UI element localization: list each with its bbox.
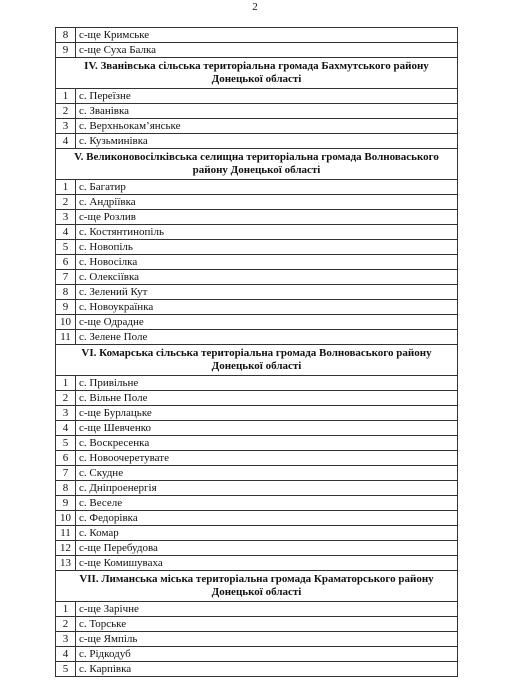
settlement-name: с. Зелений Кут bbox=[76, 285, 458, 300]
settlement-name: с-ще Суха Балка bbox=[76, 43, 458, 58]
settlements-table bbox=[55, 27, 458, 677]
row-number: 11 bbox=[56, 526, 76, 541]
settlement-name: с. Новосілка bbox=[76, 255, 458, 270]
row-number: 8 bbox=[56, 285, 76, 300]
settlement-row bbox=[56, 421, 458, 436]
row-number: 1 bbox=[56, 180, 76, 195]
settlement-name: с-ще Розлив bbox=[76, 210, 458, 225]
settlement-row bbox=[56, 104, 458, 119]
row-number: 5 bbox=[56, 662, 76, 677]
row-number: 3 bbox=[56, 210, 76, 225]
section-title: V. Великоновосілківська селищна територіальна громада Волноваського району Донецької області bbox=[56, 149, 458, 180]
settlement-row bbox=[56, 376, 458, 391]
settlement-name: с. Комар bbox=[76, 526, 458, 541]
settlement-row bbox=[56, 225, 458, 240]
row-number: 5 bbox=[56, 240, 76, 255]
settlement-name: с-ще Шевченко bbox=[76, 421, 458, 436]
row-number: 13 bbox=[56, 556, 76, 571]
row-number: 2 bbox=[56, 391, 76, 406]
row-number: 10 bbox=[56, 315, 76, 330]
section-title: VI. Комарська сільська територіальна громада Волноваського району Донецької області bbox=[56, 345, 458, 376]
row-number: 9 bbox=[56, 43, 76, 58]
settlement-row bbox=[56, 541, 458, 556]
settlement-row bbox=[56, 28, 458, 43]
settlement-row bbox=[56, 43, 458, 58]
settlement-name: с-ще Перебудова bbox=[76, 541, 458, 556]
row-number: 10 bbox=[56, 511, 76, 526]
row-number: 8 bbox=[56, 481, 76, 496]
row-number: 4 bbox=[56, 225, 76, 240]
row-number: 8 bbox=[56, 28, 76, 43]
row-number: 2 bbox=[56, 195, 76, 210]
row-number: 1 bbox=[56, 602, 76, 617]
settlement-name: с. Олексіївка bbox=[76, 270, 458, 285]
settlement-row bbox=[56, 240, 458, 255]
settlement-name: с-ще Комишуваха bbox=[76, 556, 458, 571]
section-title: IV. Званівська сільська територіальна громада Бахмутського району Донецької області bbox=[56, 58, 458, 89]
settlement-name: с. Зелене Поле bbox=[76, 330, 458, 345]
row-number: 4 bbox=[56, 134, 76, 149]
settlement-name: с. Верхньокам’янське bbox=[76, 119, 458, 134]
row-number: 1 bbox=[56, 89, 76, 104]
section-header-row bbox=[56, 58, 458, 89]
settlement-name: с. Рідкодуб bbox=[76, 647, 458, 662]
settlement-name: с. Новоочеретувате bbox=[76, 451, 458, 466]
settlement-row bbox=[56, 436, 458, 451]
row-number: 3 bbox=[56, 632, 76, 647]
row-number: 11 bbox=[56, 330, 76, 345]
settlement-row bbox=[56, 285, 458, 300]
settlement-name: с. Кузьминівка bbox=[76, 134, 458, 149]
settlement-row bbox=[56, 134, 458, 149]
settlement-row bbox=[56, 556, 458, 571]
settlement-row bbox=[56, 617, 458, 632]
settlement-name: с. Федорівка bbox=[76, 511, 458, 526]
settlement-row bbox=[56, 406, 458, 421]
settlement-name: с. Новопіль bbox=[76, 240, 458, 255]
settlement-row bbox=[56, 330, 458, 345]
settlement-name: с. Карпівка bbox=[76, 662, 458, 677]
settlement-row bbox=[56, 315, 458, 330]
settlement-row bbox=[56, 496, 458, 511]
row-number: 7 bbox=[56, 270, 76, 285]
row-number: 9 bbox=[56, 300, 76, 315]
settlement-name: с. Новоукраїнка bbox=[76, 300, 458, 315]
settlement-name: с. Торське bbox=[76, 617, 458, 632]
section-header-row bbox=[56, 345, 458, 376]
settlements-table-body bbox=[56, 28, 458, 677]
settlement-name: с-ще Одрадне bbox=[76, 315, 458, 330]
row-number: 4 bbox=[56, 421, 76, 436]
settlement-row bbox=[56, 255, 458, 270]
row-number: 2 bbox=[56, 104, 76, 119]
settlement-row bbox=[56, 210, 458, 225]
section-header-row bbox=[56, 149, 458, 180]
settlement-row bbox=[56, 602, 458, 617]
settlement-name: с-ще Зарічне bbox=[76, 602, 458, 617]
row-number: 3 bbox=[56, 406, 76, 421]
settlement-name: с-ще Ямпіль bbox=[76, 632, 458, 647]
settlement-row bbox=[56, 391, 458, 406]
settlement-name: с. Багатир bbox=[76, 180, 458, 195]
settlement-name: с. Званівка bbox=[76, 104, 458, 119]
row-number: 9 bbox=[56, 496, 76, 511]
settlement-row bbox=[56, 466, 458, 481]
settlement-row bbox=[56, 647, 458, 662]
settlement-row bbox=[56, 270, 458, 285]
row-number: 1 bbox=[56, 376, 76, 391]
settlement-name: с-ще Бурлацьке bbox=[76, 406, 458, 421]
settlement-row bbox=[56, 526, 458, 541]
page-number: 2 bbox=[252, 1, 258, 13]
settlement-name: с. Веселе bbox=[76, 496, 458, 511]
settlement-name: с-ще Кримське bbox=[76, 28, 458, 43]
settlement-name: с. Дніпроенергія bbox=[76, 481, 458, 496]
settlement-row bbox=[56, 481, 458, 496]
row-number: 2 bbox=[56, 617, 76, 632]
settlement-name: с. Вільне Поле bbox=[76, 391, 458, 406]
settlement-name: с. Воскресенка bbox=[76, 436, 458, 451]
row-number: 7 bbox=[56, 466, 76, 481]
row-number: 6 bbox=[56, 255, 76, 270]
row-number: 12 bbox=[56, 541, 76, 556]
row-number: 4 bbox=[56, 647, 76, 662]
settlement-name: с. Переїзне bbox=[76, 89, 458, 104]
row-number: 5 bbox=[56, 436, 76, 451]
settlement-name: с. Костянтинопіль bbox=[76, 225, 458, 240]
settlement-name: с. Андріївка bbox=[76, 195, 458, 210]
settlement-row bbox=[56, 662, 458, 677]
settlement-row bbox=[56, 300, 458, 315]
settlement-row bbox=[56, 632, 458, 647]
settlement-row bbox=[56, 89, 458, 104]
settlement-name: с. Скудне bbox=[76, 466, 458, 481]
section-header-row bbox=[56, 571, 458, 602]
settlement-name: с. Привільне bbox=[76, 376, 458, 391]
row-number: 3 bbox=[56, 119, 76, 134]
settlement-row bbox=[56, 511, 458, 526]
settlement-row bbox=[56, 119, 458, 134]
settlement-row bbox=[56, 180, 458, 195]
settlement-row bbox=[56, 195, 458, 210]
row-number: 6 bbox=[56, 451, 76, 466]
section-title: VII. Лиманська міська територіальна громада Краматорського району Донецької області bbox=[56, 571, 458, 602]
settlement-row bbox=[56, 451, 458, 466]
